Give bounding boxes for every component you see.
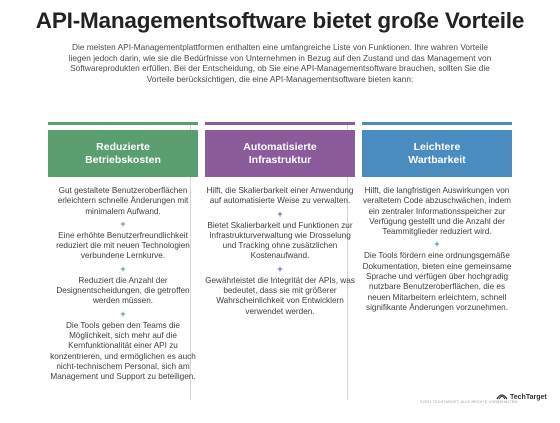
brand-mark-icon (496, 392, 508, 402)
page-title: API-Managementsoftware bietet große Vorteile (35, 8, 525, 33)
column-accent-bar (362, 122, 512, 125)
benefit-item: Gut gestaltete Benutzeroberflächen erleichtern schnelle Änderungen mit minimalem Aufwand. (57, 186, 189, 216)
plus-separator-icon: + (120, 263, 126, 274)
benefit-list (205, 186, 355, 317)
benefit-item: Hilft, die langfristigen Auswirkungen von veraltetem Code abzuschwächen, indem ein zentraler Informationsspeicher zur Verfügung gestellt und die Anzahl der Teammitglieder reduziert wird. (363, 186, 511, 237)
column-header (48, 130, 198, 177)
benefit-item: Reduziert die Anzahl der Designentscheidungen, die getroffen werden müssen. (56, 275, 190, 306)
plus-separator-icon: + (277, 208, 283, 219)
plus-separator-icon: + (434, 239, 440, 250)
benefit-item: Die Tools geben den Teams die Möglichkeit, sich mehr auf die Kernfunktionalität einer API zu konzentrieren, und ermöglichen es auch nicht-technischem Personal, sich am Management und Support zu beteiligen. (50, 320, 196, 382)
plus-separator-icon: + (120, 218, 126, 229)
column-header-label: Leichtere Wartbarkeit (408, 141, 466, 166)
column-accent-bar (48, 122, 198, 125)
intro-paragraph: Die meisten API-Managementplattformen enthalten eine umfangreiche Liste von Funktionen. Ihre wahren Vorteile liegen jedoch darin, wie sie die Bedürfnisse von Unternehmen in Bezug auf den Zustand und das Management von Softwareprodukten erfüllen. Bei der Entscheidung, ob Sie eine API-Managementsoftware brauchen, sollten Sie die Vorteile berücksichtigen, die eine API-Managementsoftware bieten kann: (68, 42, 492, 84)
column-header-label: Reduzierte Betriebskosten (85, 141, 161, 166)
brand-name: TechTarget (510, 393, 547, 401)
benefit-item: Hilft, die Skalierbarkeit einer Anwendung auf automatisierte Weise zu verwalten. (206, 186, 354, 206)
benefit-list (48, 186, 198, 382)
column-header (362, 130, 512, 177)
brand-logo (496, 392, 547, 402)
plus-separator-icon: + (277, 263, 283, 274)
benefit-item: Eine erhöhte Benutzerfreundlichkeit reduziert die mit neuen Technologien verbundene Lernkurve. (56, 230, 190, 261)
column-header (205, 130, 355, 177)
plus-separator-icon: + (120, 308, 126, 319)
benefit-item: Gewährleistet die Integrität der APIs, was bedeutet, dass sie mit größerer Wahrscheinlichkeit von Entwicklern verwendet werden. (205, 275, 355, 316)
benefit-list (362, 186, 512, 313)
benefit-item: Die Tools fördern eine ordnungsgemäße Dokumentation, bieten eine gemeinsame Sprache und verfügen über hochgradig nutzbare Benutzeroberflächen, die es neuen Mitarbeitern erleichtern, schnell signifikante Änderungen vorzunehmen. (362, 251, 512, 312)
column-accent-bar (205, 122, 355, 125)
benefit-item: Bietet Skalierbarkeit und Funktionen zur Infrastrukturverwaltung wie Drosselung und Tracking ohne zusätzlichen Kostenaufwand. (207, 220, 353, 261)
column-header-label: Automatisierte Infrastruktur (243, 141, 317, 166)
copyright-notice: ©2021 TECHTARGET. ALLE RECHTE VORBEHALTEN (420, 400, 518, 404)
